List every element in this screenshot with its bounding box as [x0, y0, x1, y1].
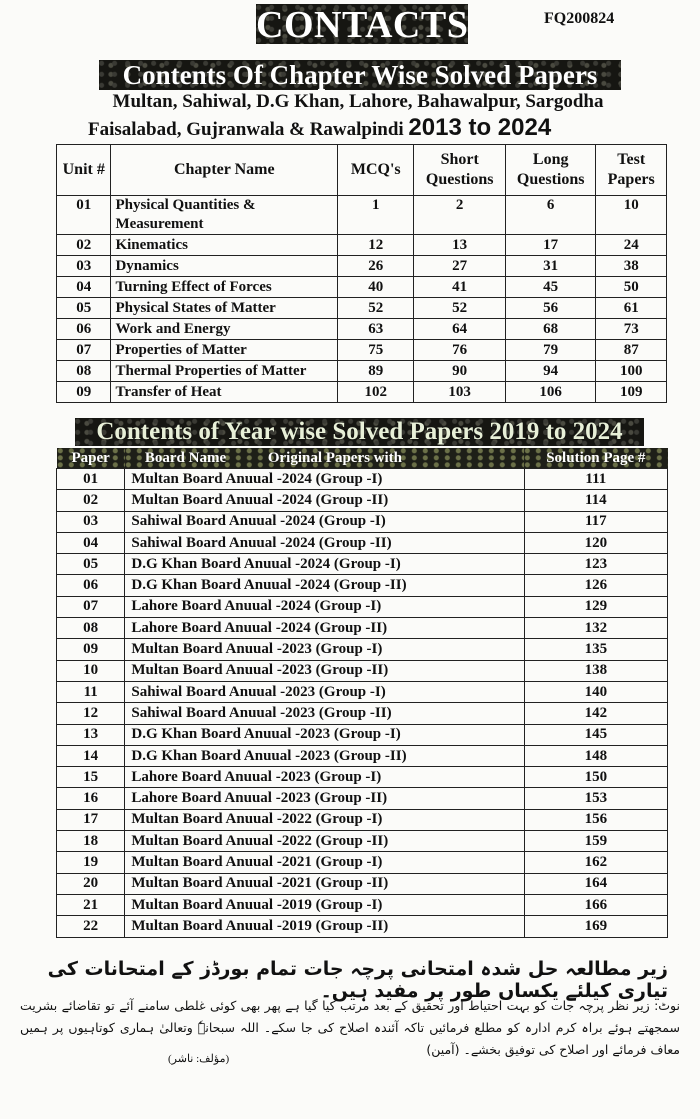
mcq-page-cell: 102: [338, 382, 414, 403]
test-papers-page-cell: 73: [596, 319, 667, 340]
test-papers-page-cell: 50: [596, 277, 667, 298]
solution-page-cell: 132: [524, 618, 667, 639]
paper-number-cell: 02: [57, 490, 125, 511]
paper-row: [57, 788, 668, 809]
chapter-row: [57, 235, 667, 256]
short-questions-page-cell: 13: [414, 235, 505, 256]
header-board-name-text: Board Name: [144, 450, 227, 466]
solution-page-cell: 169: [524, 916, 667, 937]
solution-page-cell: 153: [524, 788, 667, 809]
year-wise-table: [56, 448, 668, 938]
board-paper-name-cell: Sahiwal Board Anuual -2023 (Group -II): [125, 703, 524, 724]
long-questions-page-cell: 79: [505, 340, 596, 361]
header-long-questions: Long Questions: [505, 145, 596, 196]
paper-row: [57, 831, 668, 852]
chapter-name-cell: Turning Effect of Forces: [111, 277, 338, 298]
unit-cell: 06: [57, 319, 111, 340]
paper-row: [57, 469, 668, 490]
chapter-wise-table: [56, 144, 667, 403]
chapter-row: [57, 298, 667, 319]
page-title: CONTACTS: [256, 4, 469, 46]
urdu-statement: زیر مطالعہ حل شدہ امتحانی پرچہ جات تمام بورڈز کے امتحانات کی تیاری کیلئے یکساں طور پر مفید ہیں۔: [47, 958, 668, 1002]
solution-page-cell: 140: [524, 681, 667, 702]
paper-number-cell: 03: [57, 511, 125, 532]
test-papers-page-cell: 109: [596, 382, 667, 403]
long-questions-page-cell: 6: [505, 196, 596, 235]
mcq-page-cell: 52: [338, 298, 414, 319]
paper-row: [57, 681, 668, 702]
board-paper-name-cell: Multan Board Anuual -2019 (Group -II): [125, 916, 524, 937]
header-test-papers: Test Papers: [596, 145, 667, 196]
paper-row: [57, 660, 668, 681]
board-paper-name-cell: D.G Khan Board Anuual -2023 (Group -II): [125, 745, 524, 766]
paper-number-cell: 04: [57, 532, 125, 553]
solution-page-cell: 126: [524, 575, 667, 596]
boards-list-text: Faisalabad, Gujranwala & Rawalpindi: [88, 119, 404, 140]
paper-row: [57, 511, 668, 532]
solution-page-cell: 111: [524, 469, 667, 490]
board-paper-name-cell: Multan Board Anuual -2023 (Group -II): [125, 660, 524, 681]
header-chapter-name: Chapter Name: [111, 145, 338, 196]
chapter-row: [57, 340, 667, 361]
solution-page-cell: 117: [524, 511, 667, 532]
unit-cell: 02: [57, 235, 111, 256]
mcq-page-cell: 63: [338, 319, 414, 340]
solution-page-cell: 114: [524, 490, 667, 511]
long-questions-page-cell: 68: [505, 319, 596, 340]
section-title-chapter-wise: Contents Of Chapter Wise Solved Papers: [99, 60, 621, 90]
mcq-page-cell: 75: [338, 340, 414, 361]
paper-number-cell: 01: [57, 469, 125, 490]
solution-page-cell: 135: [524, 639, 667, 660]
test-papers-page-cell: 24: [596, 235, 667, 256]
solution-page-cell: 129: [524, 596, 667, 617]
paper-number-cell: 08: [57, 618, 125, 639]
board-paper-name-cell: Multan Board Anuual -2022 (Group -I): [125, 809, 524, 830]
short-questions-page-cell: 41: [414, 277, 505, 298]
paper-row: [57, 916, 668, 937]
solution-page-cell: 162: [524, 852, 667, 873]
solution-page-cell: 142: [524, 703, 667, 724]
year-range: 2013 to 2024: [408, 114, 552, 141]
board-paper-name-cell: D.G Khan Board Anuual -2024 (Group -I): [125, 554, 524, 575]
test-papers-page-cell: 100: [596, 361, 667, 382]
mcq-page-cell: 1: [338, 196, 414, 235]
paper-number-cell: 15: [57, 767, 125, 788]
boards-list-line-2: [88, 114, 551, 142]
board-paper-name-cell: Multan Board Anuual -2019 (Group -I): [125, 894, 524, 915]
board-paper-name-cell: Multan Board Anuual -2021 (Group -I): [125, 852, 524, 873]
unit-cell: 01: [57, 196, 111, 235]
paper-number-cell: 22: [57, 916, 125, 937]
unit-cell: 05: [57, 298, 111, 319]
header-short-questions: Short Questions: [414, 145, 505, 196]
urdu-note: نوٹ: زیر نظر پرچہ جات کو بہت احتیاط اور تحقیق کے بعد مرتب کیا گیا ہے پھر بھی کوئی غلطی سامنے آئے تو تقاضائے بشریت سمجھتے ہوئے براہ کرم ادارہ کو مطلع فرمائیں تاکہ آئندہ اصلاح کی جا سکے۔ اللہ سبحانہٗ وتعالیٰ ہماری کوتاہیوں پر ہمیں معاف فرمائے اور اصلاح کی توفیق بخشے۔ (آمین): [20, 998, 680, 1057]
paper-row: [57, 724, 668, 745]
long-questions-page-cell: 94: [505, 361, 596, 382]
paper-number-cell: 16: [57, 788, 125, 809]
unit-cell: 07: [57, 340, 111, 361]
short-questions-page-cell: 2: [414, 196, 505, 235]
short-questions-page-cell: 76: [414, 340, 505, 361]
table-header-row: [57, 145, 667, 196]
solution-page-cell: 156: [524, 809, 667, 830]
chapter-row: [57, 319, 667, 340]
paper-row: [57, 575, 668, 596]
paper-number-cell: 10: [57, 660, 125, 681]
paper-number-cell: 13: [57, 724, 125, 745]
solution-page-cell: 123: [524, 554, 667, 575]
paper-row: [57, 639, 668, 660]
board-paper-name-cell: D.G Khan Board Anuual -2024 (Group -II): [125, 575, 524, 596]
urdu-signature: (مؤلف: ناشر): [168, 1053, 230, 1065]
long-questions-page-cell: 106: [505, 382, 596, 403]
short-questions-page-cell: 27: [414, 256, 505, 277]
section-title-year-wise: Contents of Year wise Solved Papers 2019 to 2024: [75, 418, 644, 446]
paper-number-cell: 11: [57, 681, 125, 702]
test-papers-page-cell: 10: [596, 196, 667, 235]
paper-row: [57, 809, 668, 830]
paper-number-cell: 17: [57, 809, 125, 830]
table-header-row: [57, 448, 668, 469]
paper-row: [57, 490, 668, 511]
chapter-row: [57, 382, 667, 403]
unit-cell: 08: [57, 361, 111, 382]
chapter-name-cell: Physical States of Matter: [111, 298, 338, 319]
paper-number-cell: 09: [57, 639, 125, 660]
board-paper-name-cell: Lahore Board Anuual -2024 (Group -I): [125, 596, 524, 617]
paper-row: [57, 873, 668, 894]
paper-row: [57, 554, 668, 575]
document-code: FQ200824: [544, 10, 615, 27]
paper-number-cell: 14: [57, 745, 125, 766]
chapter-name-cell: Properties of Matter: [111, 340, 338, 361]
paper-number-cell: 12: [57, 703, 125, 724]
board-paper-name-cell: Multan Board Anuual -2021 (Group -II): [125, 873, 524, 894]
long-questions-page-cell: 31: [505, 256, 596, 277]
short-questions-page-cell: 52: [414, 298, 505, 319]
short-questions-page-cell: 90: [414, 361, 505, 382]
header-solution-page: Solution Page #: [524, 448, 667, 469]
paper-row: [57, 745, 668, 766]
board-paper-name-cell: Sahiwal Board Anuual -2024 (Group -I): [125, 511, 524, 532]
mcq-page-cell: 12: [338, 235, 414, 256]
short-questions-page-cell: 103: [414, 382, 505, 403]
short-questions-page-cell: 64: [414, 319, 505, 340]
board-paper-name-cell: Sahiwal Board Anuual -2024 (Group -II): [125, 532, 524, 553]
paper-row: [57, 703, 668, 724]
chapter-name-cell: Kinematics: [111, 235, 338, 256]
solution-page-cell: 166: [524, 894, 667, 915]
board-paper-name-cell: Lahore Board Anuual -2023 (Group -I): [125, 767, 524, 788]
paper-row: [57, 894, 668, 915]
paper-number-cell: 21: [57, 894, 125, 915]
chapter-row: [57, 196, 667, 235]
chapter-row: [57, 277, 667, 298]
header-original-papers: Original Papers with: [267, 450, 403, 466]
solution-page-cell: 145: [524, 724, 667, 745]
paper-number-cell: 18: [57, 831, 125, 852]
solution-page-cell: 159: [524, 831, 667, 852]
unit-cell: 03: [57, 256, 111, 277]
test-papers-page-cell: 61: [596, 298, 667, 319]
solution-page-cell: 120: [524, 532, 667, 553]
paper-number-cell: 19: [57, 852, 125, 873]
chapter-row: [57, 361, 667, 382]
paper-number-cell: 05: [57, 554, 125, 575]
solution-page-cell: 148: [524, 745, 667, 766]
test-papers-page-cell: 38: [596, 256, 667, 277]
header-mcqs: MCQ's: [338, 145, 414, 196]
boards-list-line-1: Multan, Sahiwal, D.G Khan, Lahore, Bahawalpur, Sargodha: [112, 91, 604, 112]
mcq-page-cell: 40: [338, 277, 414, 298]
board-paper-name-cell: Sahiwal Board Anuual -2023 (Group -I): [125, 681, 524, 702]
solution-page-cell: 138: [524, 660, 667, 681]
board-paper-name-cell: Lahore Board Anuual -2023 (Group -II): [125, 788, 524, 809]
chapter-name-cell: Physical Quantities & Measurement: [111, 196, 338, 235]
paper-row: [57, 532, 668, 553]
paper-row: [57, 852, 668, 873]
long-questions-page-cell: 56: [505, 298, 596, 319]
unit-cell: 09: [57, 382, 111, 403]
chapter-name-cell: Work and Energy: [111, 319, 338, 340]
solution-page-cell: 164: [524, 873, 667, 894]
paper-row: [57, 618, 668, 639]
board-paper-name-cell: Lahore Board Anuual -2024 (Group -II): [125, 618, 524, 639]
board-paper-name-cell: D.G Khan Board Anuual -2023 (Group -I): [125, 724, 524, 745]
board-paper-name-cell: Multan Board Anuual -2024 (Group -II): [125, 490, 524, 511]
paper-number-cell: 20: [57, 873, 125, 894]
paper-row: [57, 596, 668, 617]
header-unit: Unit #: [57, 145, 111, 196]
chapter-name-cell: Dynamics: [111, 256, 338, 277]
chapter-name-cell: Transfer of Heat: [111, 382, 338, 403]
mcq-page-cell: 26: [338, 256, 414, 277]
long-questions-page-cell: 45: [505, 277, 596, 298]
board-paper-name-cell: Multan Board Anuual -2022 (Group -II): [125, 831, 524, 852]
header-paper: Paper: [57, 448, 125, 469]
unit-cell: 04: [57, 277, 111, 298]
mcq-page-cell: 89: [338, 361, 414, 382]
test-papers-page-cell: 87: [596, 340, 667, 361]
paper-number-cell: 06: [57, 575, 125, 596]
chapter-name-cell: Thermal Properties of Matter: [111, 361, 338, 382]
board-paper-name-cell: Multan Board Anuual -2024 (Group -I): [125, 469, 524, 490]
paper-number-cell: 07: [57, 596, 125, 617]
paper-row: [57, 767, 668, 788]
solution-page-cell: 150: [524, 767, 667, 788]
chapter-row: [57, 256, 667, 277]
long-questions-page-cell: 17: [505, 235, 596, 256]
header-board-name: [125, 448, 524, 469]
board-paper-name-cell: Multan Board Anuual -2023 (Group -I): [125, 639, 524, 660]
